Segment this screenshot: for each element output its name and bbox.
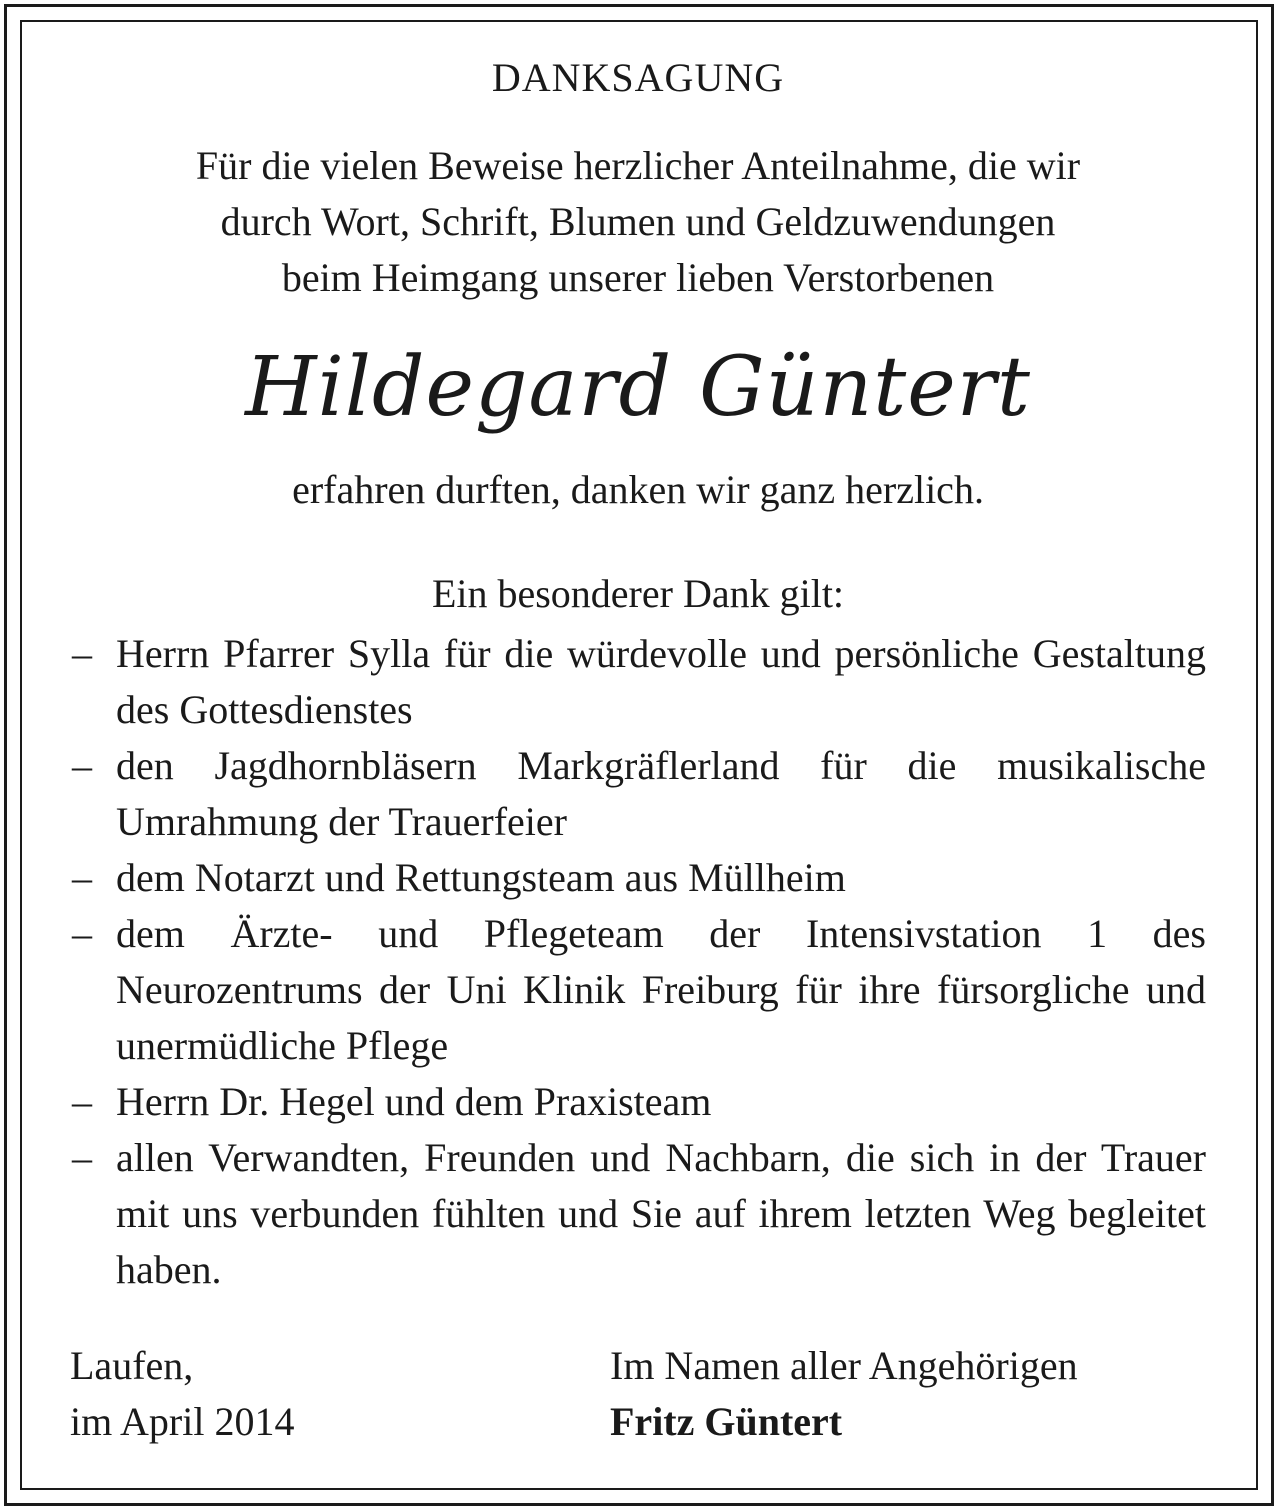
dash-bullet: – [72,631,92,676]
dash-bullet: – [72,1135,92,1180]
date: im April 2014 [70,1399,295,1444]
intro-text [70,138,1206,306]
list-item-text: Herrn Dr. Hegel und dem Praxisteam [116,1079,712,1124]
list-item [70,1074,1206,1130]
deceased-name: Hildegard Güntert [245,340,1031,435]
signature-block [70,1338,1206,1458]
notice-title: DANKSAGUNG [491,55,785,100]
list-item-text: dem Ärzte- und Pflegeteam der Intensivstation 1 des Neurozentrums der Uni Klinik Freiburg für ihre fürsorgliche und unermüdliche Pflege [116,911,1206,1068]
place: Laufen, [70,1343,194,1388]
signer-name: Fritz Güntert [610,1399,843,1444]
list-item [70,738,1206,850]
intro-line: durch Wort, Schrift, Blumen und Geldzuwendungen [220,199,1056,244]
place-date [70,1338,294,1450]
dash-bullet: – [72,743,92,788]
intro-line: Für die vielen Beweise herzlicher Anteilnahme, die wir [195,143,1081,188]
notice-content [70,48,1206,1458]
acknowledgement-list [70,626,1206,1298]
list-item [70,906,1206,1074]
on-behalf-line: Im Namen aller Angehörigen [610,1343,1078,1388]
signatory [610,1338,1078,1450]
list-item [70,1130,1206,1298]
list-item [70,626,1206,738]
intro-line: beim Heimgang unserer lieben Verstorbenen [281,255,995,300]
list-item-text: allen Verwandten, Freunden und Nachbarn, die sich in der Trauer mit uns verbunden fühlten und Sie auf ihrem letzten Weg begleitet haben. [116,1135,1206,1292]
list-item-text: dem Notarzt und Rettungsteam aus Müllheim [116,855,846,900]
dash-bullet: – [72,1079,92,1124]
dash-bullet: – [72,855,92,900]
special-heading: Ein besonderer Dank gilt: [431,571,845,616]
thanks-line: erfahren durften, danken wir ganz herzlich. [292,467,984,512]
list-item-text: Herrn Pfarrer Sylla für die würdevolle und persönliche Gestaltung des Gottesdienstes [116,631,1206,732]
list-item-text: den Jagdhornbläsern Markgräflerland für die musikalische Umrahmung der Trauerfeier [116,743,1206,844]
list-item [70,850,1206,906]
dash-bullet: – [72,911,92,956]
